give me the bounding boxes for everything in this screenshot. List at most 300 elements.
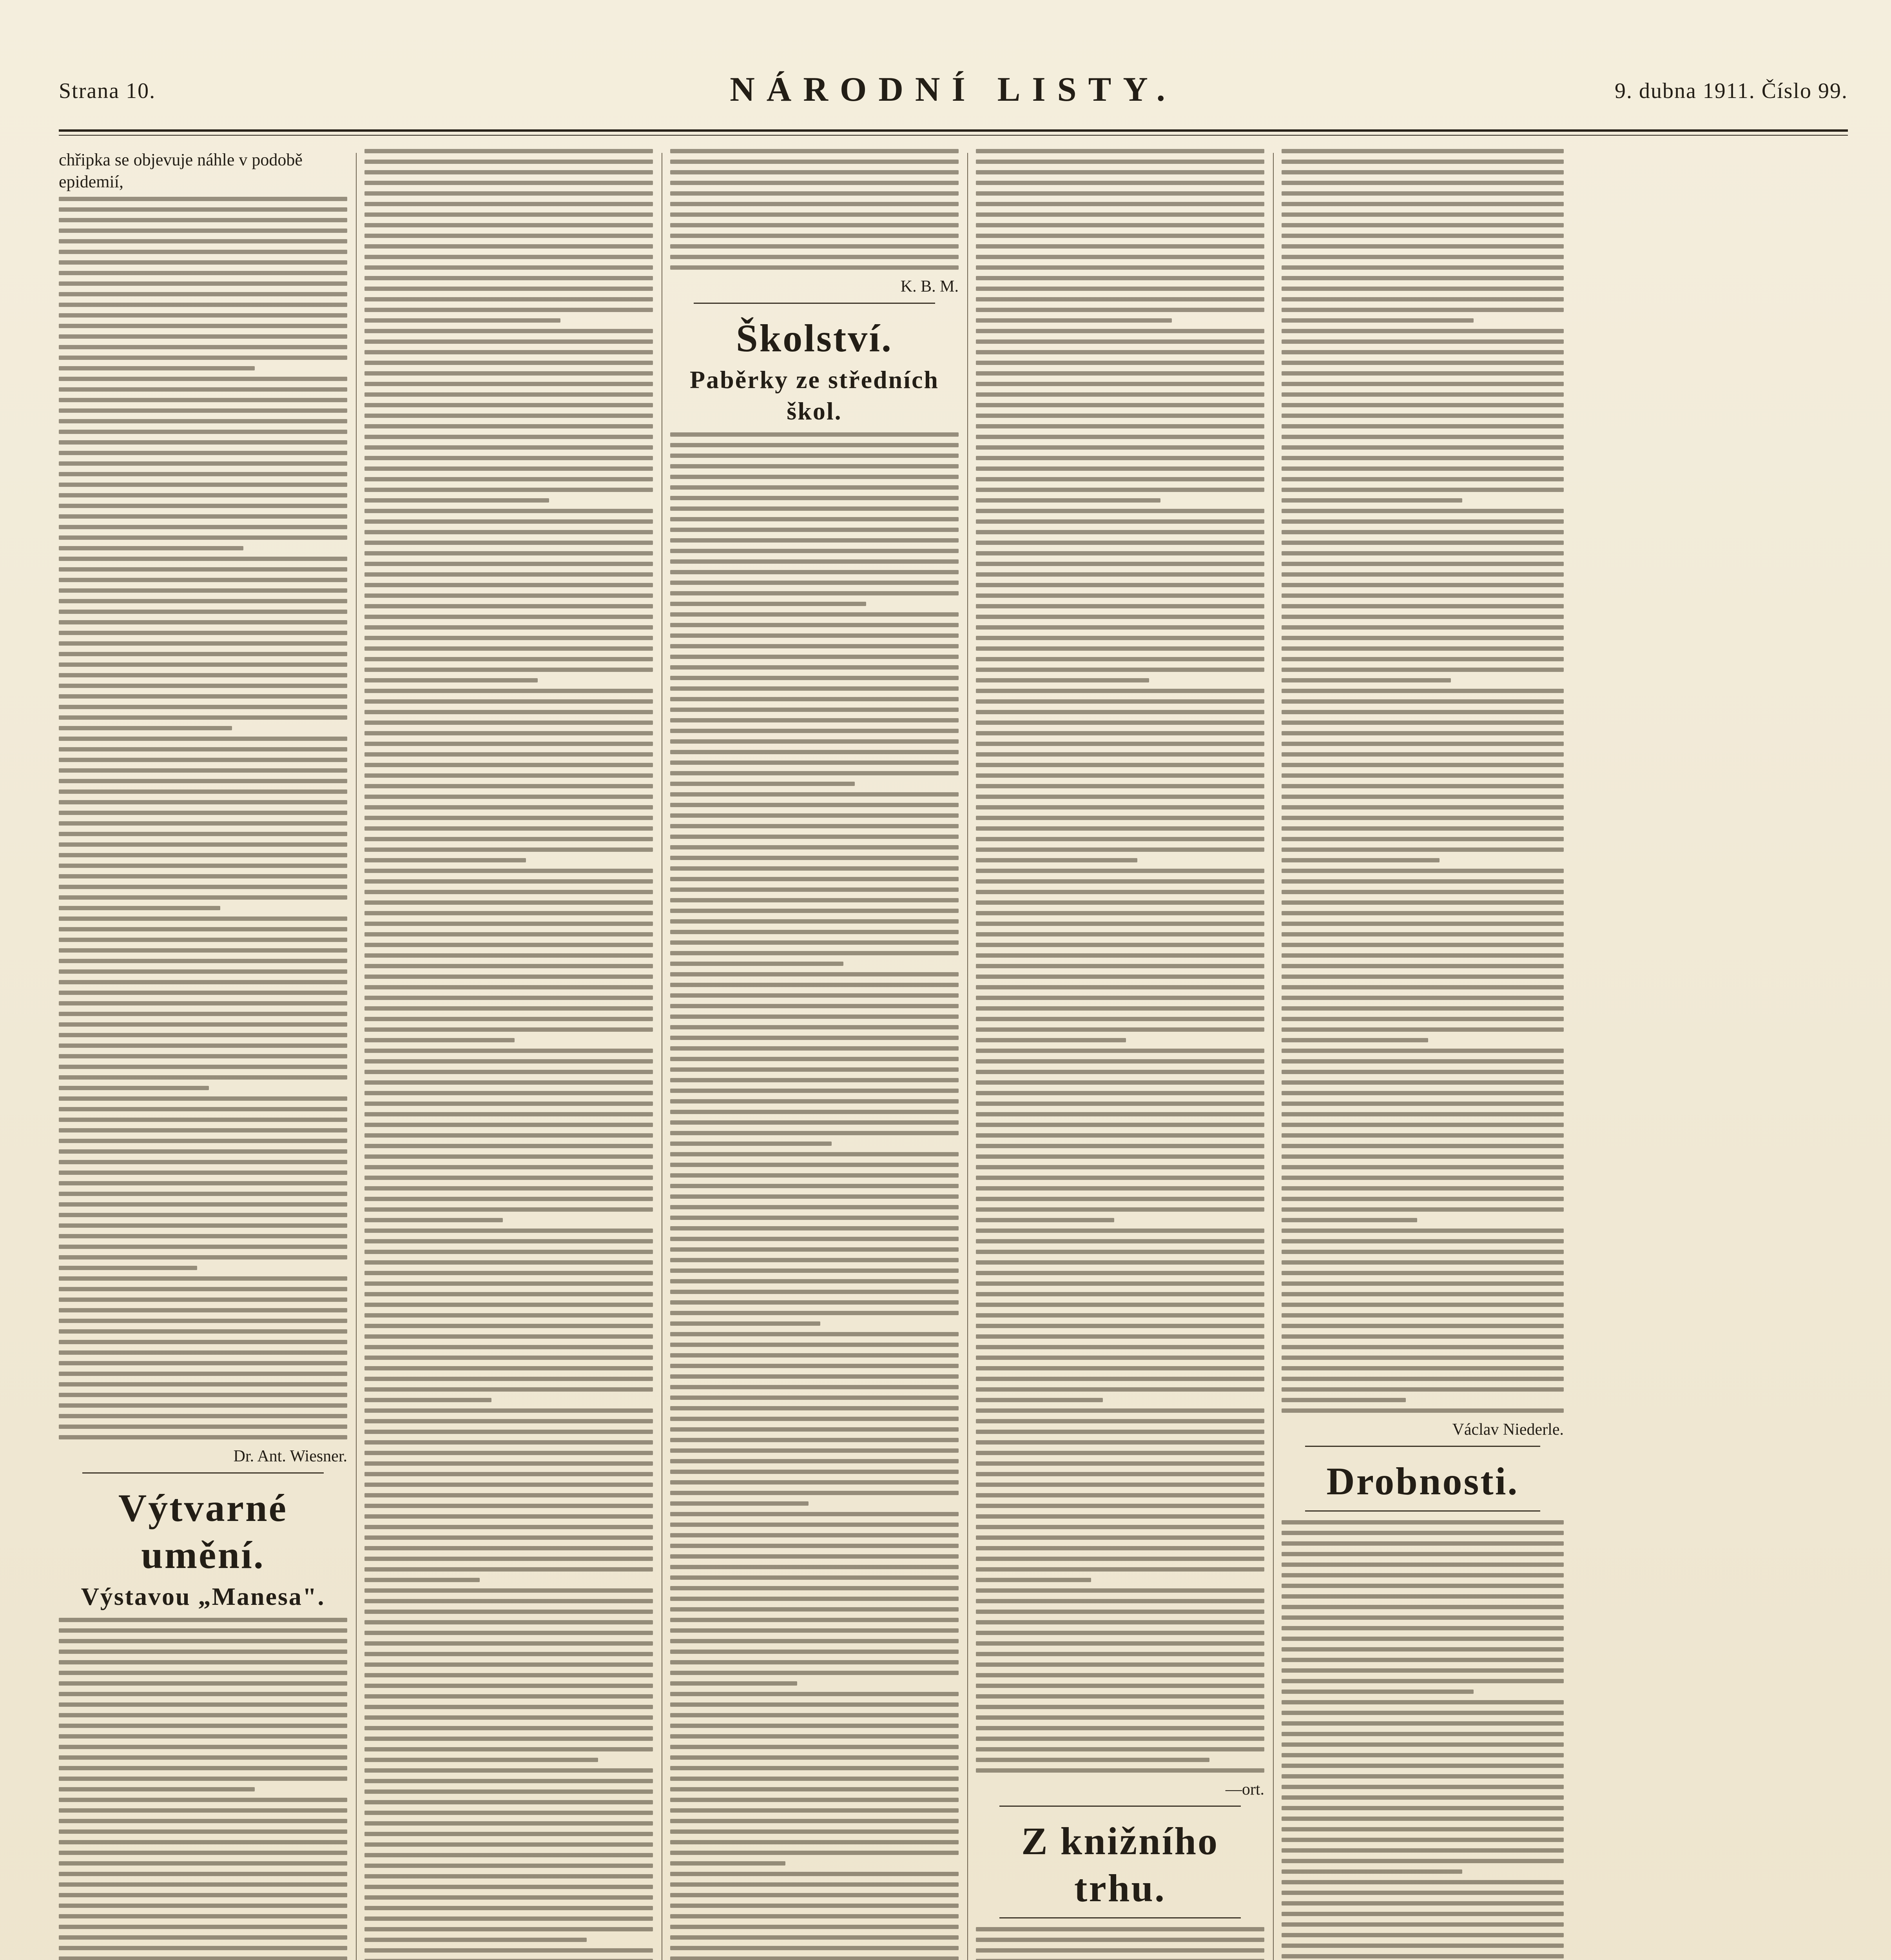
text-line <box>59 726 232 730</box>
text-line <box>670 1406 959 1410</box>
text-line <box>670 528 959 532</box>
section-divider <box>999 1806 1241 1807</box>
text-line <box>364 477 653 481</box>
text-line <box>59 1044 347 1048</box>
text-line <box>670 1501 809 1506</box>
text-line <box>976 1927 1264 1931</box>
text-line <box>364 837 653 841</box>
text-line <box>670 1057 959 1061</box>
text-line <box>1282 583 1564 587</box>
text-line <box>1282 1186 1564 1191</box>
text-line <box>976 1345 1264 1349</box>
text-line <box>59 853 347 857</box>
text-line <box>1282 858 1440 862</box>
text-line <box>670 1734 959 1739</box>
text-line <box>1282 1541 1564 1546</box>
text-line <box>364 1186 653 1191</box>
text-line <box>59 1414 347 1418</box>
text-line <box>976 1398 1103 1402</box>
column-2-body-text <box>364 149 653 1960</box>
text-line <box>976 1440 1264 1445</box>
text-line <box>364 1916 653 1921</box>
text-line <box>364 1927 653 1931</box>
text-line <box>976 350 1264 354</box>
text-line <box>1282 244 1564 249</box>
text-line <box>670 835 959 839</box>
text-line <box>1282 1933 1564 1937</box>
text-line <box>1282 435 1564 439</box>
text-line <box>59 1925 347 1929</box>
text-line <box>1282 488 1564 492</box>
text-line <box>364 530 653 534</box>
text-line <box>59 1096 347 1101</box>
text-line <box>1282 551 1564 555</box>
text-line <box>670 443 959 447</box>
page-number-label: Strana 10. <box>59 79 156 103</box>
text-line <box>59 1713 347 1717</box>
text-line <box>670 1893 959 1897</box>
text-line <box>1282 1891 1564 1895</box>
text-line <box>976 456 1264 460</box>
text-line <box>364 911 653 915</box>
text-line <box>364 985 653 989</box>
text-line <box>976 1641 1264 1646</box>
text-line <box>1282 699 1564 704</box>
text-line <box>670 1247 959 1252</box>
text-line <box>1282 1281 1564 1286</box>
text-line <box>670 612 959 617</box>
text-line <box>976 308 1264 312</box>
text-line <box>976 572 1264 577</box>
text-line <box>976 509 1264 513</box>
text-line <box>364 1345 653 1349</box>
text-line <box>1282 604 1564 608</box>
text-line <box>364 1197 653 1201</box>
text-line <box>670 1671 959 1675</box>
text-line <box>670 234 959 238</box>
text-line <box>59 1734 347 1739</box>
text-line <box>59 1001 347 1005</box>
text-line <box>59 1798 347 1802</box>
text-line <box>1282 1313 1564 1318</box>
text-line <box>670 718 959 722</box>
text-line <box>59 768 347 773</box>
text-line <box>976 710 1264 714</box>
text-line <box>364 784 653 788</box>
text-line <box>364 1726 653 1730</box>
text-line <box>670 1089 959 1093</box>
text-line <box>364 625 653 630</box>
text-line <box>364 657 653 661</box>
text-line <box>1282 625 1564 630</box>
text-line <box>364 297 653 301</box>
text-line <box>364 276 653 280</box>
text-line <box>59 906 220 910</box>
text-line <box>670 845 959 849</box>
text-line <box>364 541 653 545</box>
text-line <box>364 900 653 905</box>
text-line <box>364 964 653 968</box>
article-heading-schools: Paběrky ze středních škol. <box>690 366 939 425</box>
text-line <box>976 1144 1264 1148</box>
text-line <box>1282 1102 1564 1106</box>
text-line <box>670 930 959 934</box>
text-line <box>364 1514 653 1519</box>
text-line <box>670 1110 959 1114</box>
text-line <box>670 170 959 174</box>
text-line <box>976 498 1160 503</box>
text-line <box>670 898 959 902</box>
text-line <box>364 678 538 682</box>
text-line <box>364 1461 653 1466</box>
text-line <box>1282 287 1564 291</box>
text-line <box>976 1567 1264 1572</box>
text-line <box>59 652 347 656</box>
text-line <box>1282 657 1564 661</box>
text-line <box>59 472 347 476</box>
text-line <box>670 1618 959 1622</box>
text-line <box>670 1544 959 1548</box>
text-line <box>1282 1912 1564 1916</box>
text-line <box>976 361 1264 365</box>
text-line <box>976 1599 1264 1603</box>
text-line <box>1282 1091 1564 1095</box>
text-line <box>364 1472 653 1476</box>
text-line <box>59 356 347 360</box>
text-line <box>364 1504 653 1508</box>
text-line <box>364 1239 653 1243</box>
text-line <box>670 1353 959 1357</box>
text-line <box>59 832 347 836</box>
text-line <box>670 1798 959 1802</box>
text-line <box>976 1461 1264 1466</box>
text-line <box>670 1607 959 1612</box>
text-line <box>976 837 1264 841</box>
text-line <box>1282 1869 1462 1874</box>
text-line <box>59 969 347 974</box>
manes-article-text <box>59 1618 347 1960</box>
text-line <box>976 583 1264 587</box>
text-line <box>670 1427 959 1432</box>
text-line <box>364 1377 653 1381</box>
text-line <box>976 519 1264 524</box>
text-line <box>1282 1563 1564 1567</box>
text-line <box>1282 1552 1564 1556</box>
text-line <box>59 408 347 413</box>
text-line <box>59 715 347 720</box>
text-line <box>976 244 1264 249</box>
text-line <box>364 1281 653 1286</box>
text-line <box>364 1292 653 1296</box>
text-line <box>364 763 653 767</box>
text-line <box>59 1319 347 1323</box>
text-line <box>670 602 866 606</box>
text-line <box>976 276 1264 280</box>
text-line <box>1282 181 1564 185</box>
text-line <box>1282 1144 1564 1148</box>
text-line <box>670 623 959 627</box>
text-line <box>364 1906 653 1910</box>
text-line <box>59 324 347 328</box>
text-line <box>976 1017 1264 1021</box>
text-line <box>670 866 959 871</box>
text-line <box>976 922 1264 926</box>
text-line <box>59 864 347 868</box>
text-line <box>670 496 959 500</box>
text-line <box>59 1882 347 1887</box>
text-line <box>364 1324 653 1328</box>
text-line <box>364 1938 587 1942</box>
text-line <box>976 1154 1264 1159</box>
text-line <box>364 932 653 936</box>
text-line <box>59 684 347 688</box>
text-line <box>976 1662 1264 1667</box>
text-line <box>59 938 347 942</box>
text-line <box>59 1829 347 1834</box>
text-line <box>976 848 1264 852</box>
text-line <box>59 387 347 392</box>
text-line <box>364 181 653 185</box>
text-line <box>670 1872 959 1876</box>
text-line <box>976 985 1264 989</box>
text-line <box>670 1819 959 1823</box>
text-line <box>670 244 959 249</box>
text-line <box>670 697 959 701</box>
text-line <box>976 1250 1264 1254</box>
text-line <box>1282 1615 1564 1620</box>
text-line <box>670 1777 959 1781</box>
text-line <box>1282 773 1564 778</box>
text-line <box>1282 668 1564 672</box>
text-line <box>1282 191 1564 196</box>
text-line <box>364 1652 653 1656</box>
text-line <box>1282 1038 1428 1042</box>
text-line <box>670 739 959 744</box>
text-line <box>670 212 959 217</box>
text-line <box>59 1075 347 1080</box>
text-line <box>670 665 959 670</box>
text-line <box>1282 1806 1564 1810</box>
text-line <box>364 1588 653 1593</box>
text-line <box>1282 1112 1564 1116</box>
text-line <box>976 530 1264 534</box>
text-line <box>59 631 347 635</box>
text-line <box>1282 731 1564 735</box>
text-line <box>670 1311 959 1315</box>
text-line <box>364 795 653 799</box>
text-line <box>976 1070 1264 1074</box>
column-5 <box>1282 149 1846 1960</box>
text-line <box>364 1451 653 1455</box>
text-line <box>364 636 653 640</box>
text-line <box>670 1882 959 1887</box>
text-line <box>670 1036 959 1040</box>
text-line <box>364 1895 653 1900</box>
text-line <box>59 514 347 519</box>
text-line <box>670 1766 959 1770</box>
text-line <box>364 593 653 598</box>
text-line <box>1282 848 1564 852</box>
text-line <box>1282 1944 1564 1948</box>
text-line <box>1282 689 1564 693</box>
text-line <box>670 432 959 437</box>
text-line <box>59 1914 347 1918</box>
text-line <box>976 371 1264 376</box>
text-line <box>364 1694 653 1699</box>
text-line <box>1282 985 1564 989</box>
text-line <box>670 549 959 553</box>
text-line <box>59 557 347 561</box>
text-line <box>670 1184 959 1188</box>
text-line <box>976 689 1264 693</box>
text-line <box>364 1610 653 1614</box>
text-line <box>976 1123 1264 1127</box>
text-line <box>59 1118 347 1122</box>
text-line <box>1282 1573 1564 1577</box>
text-line <box>364 1578 480 1582</box>
text-line <box>59 927 347 931</box>
text-line <box>976 1059 1264 1063</box>
text-line <box>670 803 959 807</box>
text-line <box>976 339 1264 344</box>
text-line <box>976 1324 1264 1328</box>
text-line <box>1282 932 1564 936</box>
text-line <box>1282 720 1564 725</box>
text-line <box>976 826 1264 831</box>
section-divider <box>1305 1510 1540 1512</box>
text-line <box>1282 795 1564 799</box>
text-line <box>364 1800 653 1804</box>
text-line <box>59 239 347 243</box>
text-line <box>364 646 653 651</box>
column-3-top-text <box>670 149 959 270</box>
text-line <box>670 909 959 913</box>
text-line <box>976 212 1264 217</box>
text-line <box>670 1385 959 1389</box>
text-line <box>1282 953 1564 958</box>
text-line <box>670 1523 959 1527</box>
text-line <box>1282 170 1564 174</box>
text-line <box>1282 403 1564 407</box>
text-line <box>59 1171 347 1175</box>
text-line <box>59 207 347 212</box>
text-line <box>976 1006 1264 1011</box>
text-line <box>1282 1721 1564 1726</box>
text-line <box>976 699 1264 704</box>
text-line <box>976 1218 1114 1222</box>
text-line <box>59 1086 209 1090</box>
text-line <box>1282 1292 1564 1296</box>
text-line <box>364 1408 653 1413</box>
text-line <box>670 644 959 648</box>
text-line <box>1282 382 1564 386</box>
text-line <box>670 813 959 818</box>
text-line <box>59 916 347 921</box>
text-line <box>364 710 653 714</box>
text-line <box>59 694 347 699</box>
text-line <box>59 1350 347 1355</box>
text-line <box>1282 1271 1564 1275</box>
text-line <box>670 1660 959 1664</box>
text-line <box>1282 943 1564 947</box>
text-line <box>364 773 653 778</box>
text-line <box>364 1641 653 1646</box>
text-line <box>670 1755 959 1760</box>
text-line <box>976 551 1264 555</box>
text-line <box>364 1430 653 1434</box>
text-line <box>59 1403 347 1408</box>
article-signature: Dr. Ant. Wiesner. <box>233 1447 347 1465</box>
text-line <box>670 1840 959 1844</box>
text-line <box>670 1565 959 1569</box>
text-line <box>59 1245 347 1249</box>
text-line <box>364 1758 598 1762</box>
text-line <box>59 1851 347 1855</box>
text-line <box>59 1308 347 1312</box>
text-line <box>976 615 1264 619</box>
text-line <box>670 877 959 881</box>
text-line <box>976 1303 1264 1307</box>
text-line <box>1282 445 1564 450</box>
text-line <box>976 1102 1264 1106</box>
text-line <box>1282 1774 1564 1779</box>
text-line <box>364 848 653 852</box>
text-line <box>670 265 959 270</box>
text-line <box>1282 1377 1564 1381</box>
text-line <box>364 1599 653 1603</box>
text-line <box>59 1213 347 1217</box>
text-line <box>59 197 347 201</box>
text-line <box>670 1194 959 1199</box>
text-line <box>1282 1218 1417 1222</box>
text-line <box>364 371 653 376</box>
text-line <box>670 782 855 786</box>
text-line <box>670 919 959 924</box>
text-line <box>1282 339 1564 344</box>
text-line <box>976 1758 1209 1762</box>
text-line <box>1282 1207 1564 1212</box>
text-line <box>670 1321 820 1326</box>
text-line <box>976 636 1264 640</box>
column-5-body-text <box>1282 149 1564 1413</box>
text-line <box>59 662 347 667</box>
text-line <box>1282 816 1564 820</box>
text-line <box>976 1377 1264 1381</box>
text-line <box>59 1329 347 1334</box>
text-line <box>1282 1070 1564 1074</box>
text-line <box>670 1099 959 1103</box>
text-line <box>670 581 959 585</box>
text-line <box>59 747 347 751</box>
text-line <box>670 1374 959 1379</box>
text-line <box>976 858 1137 862</box>
text-line <box>976 773 1264 778</box>
text-line <box>670 191 959 196</box>
text-line <box>364 1356 653 1360</box>
text-line <box>670 454 959 458</box>
text-line <box>976 1768 1264 1773</box>
text-line <box>670 993 959 998</box>
text-line <box>364 572 653 577</box>
article-signature: Václav Niederle. <box>1452 1421 1564 1439</box>
text-line <box>670 1554 959 1559</box>
text-line <box>976 953 1264 958</box>
text-line <box>1282 752 1564 757</box>
text-line <box>670 1173 959 1178</box>
text-line <box>59 229 347 233</box>
text-line <box>1282 710 1564 714</box>
text-line <box>59 1904 347 1908</box>
